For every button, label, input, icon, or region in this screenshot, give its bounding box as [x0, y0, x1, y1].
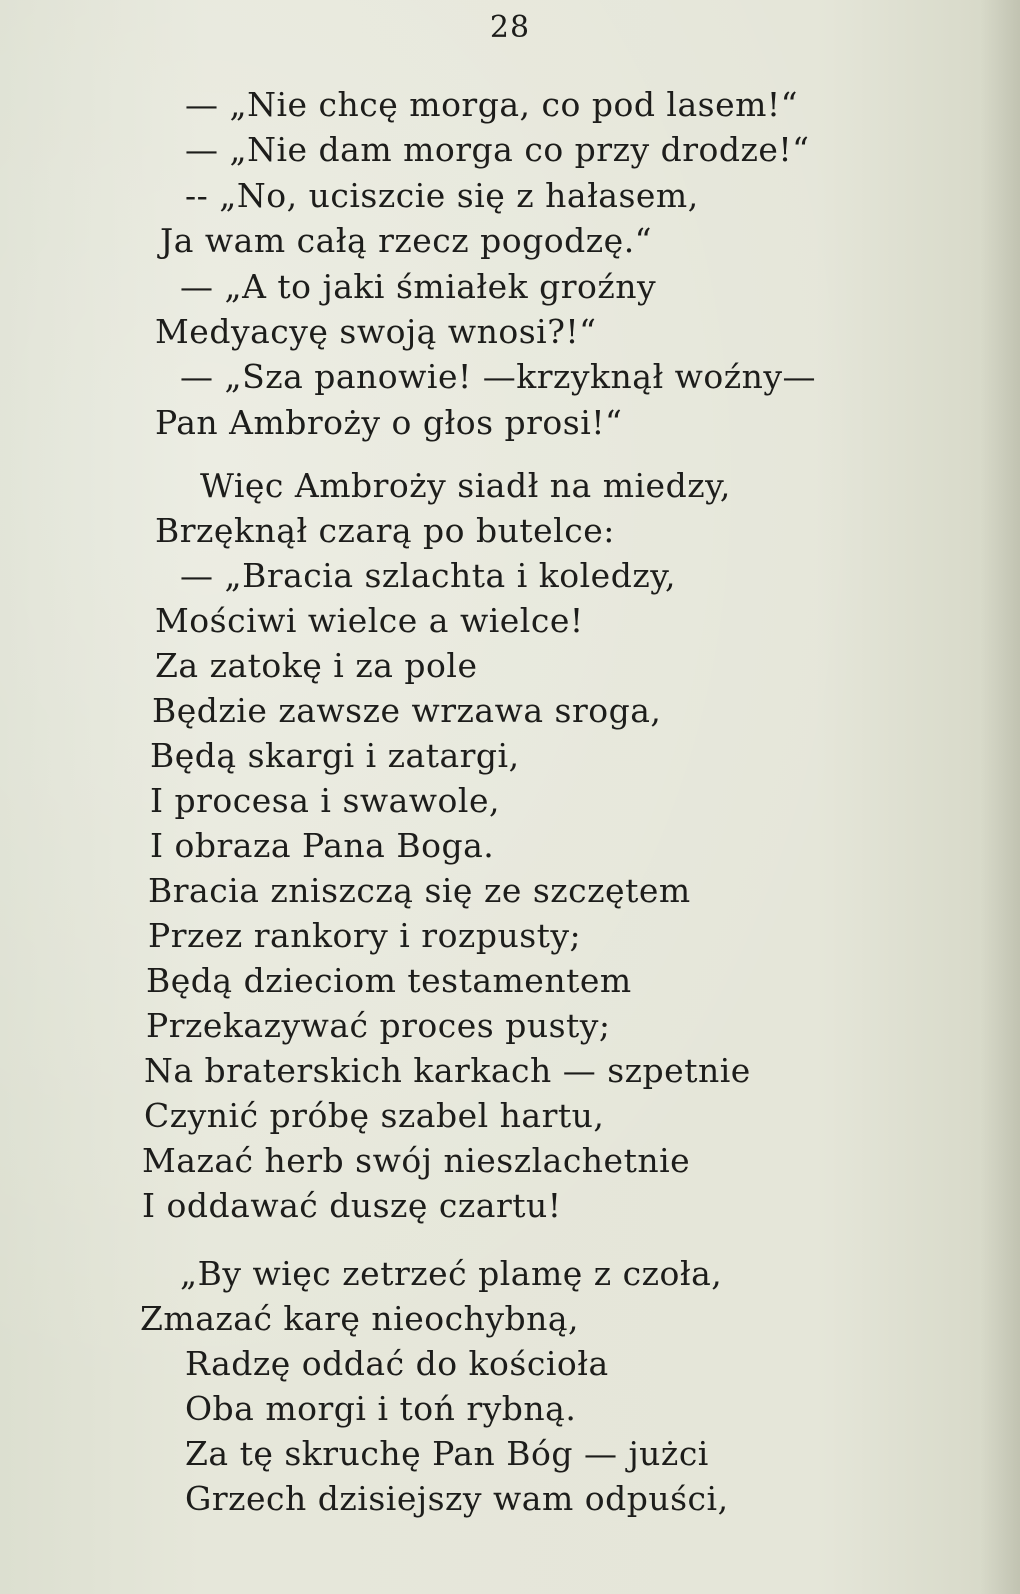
- poem-line: I oddawać duszę czartu!: [142, 1186, 562, 1225]
- poem-line: — „Nie chcę morga, co pod lasem!“: [185, 85, 799, 124]
- poem-line: Będą dzieciom testamentem: [146, 961, 632, 1000]
- page-number: 28: [489, 10, 531, 45]
- poem-line: — „A to jaki śmiałek groźny: [180, 267, 657, 306]
- poem-line: Za tę skruchę Pan Bóg — jużci: [185, 1434, 709, 1473]
- poem-line: Zmazać karę nieochybną,: [140, 1299, 580, 1338]
- poem-line: -- „No, uciszcie się z hałasem,: [185, 176, 699, 215]
- poem-line: Będzie zawsze wrzawa sroga,: [152, 691, 662, 730]
- poem-line: I procesa i swawole,: [150, 781, 500, 820]
- poem-line: Będą skargi i zatargi,: [150, 736, 520, 775]
- poem-line: Brzęknął czarą po butelce:: [155, 511, 615, 550]
- poem-line: Mościwi wielce a wielce!: [155, 601, 584, 640]
- poem-line: Oba morgi i toń rybną.: [185, 1389, 577, 1428]
- poem-line: Grzech dzisiejszy wam odpuści,: [185, 1479, 729, 1518]
- page-gutter-shadow: [980, 0, 1020, 1594]
- poem-line: Bracia zniszczą się ze szczętem: [148, 871, 691, 910]
- poem-line: Medyacyę swoją wnosi?!“: [155, 312, 597, 351]
- poem-line: — „Sza panowie! —krzyknął woźny—: [180, 357, 817, 396]
- poem-line: Więc Ambroży siadł na miedzy,: [200, 466, 731, 505]
- poem-line: I obraza Pana Boga.: [150, 826, 495, 865]
- poem-line: — „Bracia szlachta i koledzy,: [180, 556, 676, 595]
- poem-line: Przekazywać proces pusty;: [146, 1006, 611, 1045]
- poem-line: Pan Ambroży o głos prosi!“: [155, 403, 623, 442]
- poem-line: Za zatokę i za pole: [155, 646, 478, 685]
- poem-line: Na braterskich karkach — szpetnie: [144, 1051, 751, 1090]
- poem-line: — „Nie dam morga co przy drodze!“: [185, 130, 810, 169]
- poem-line: Przez rankory i rozpusty;: [148, 916, 582, 955]
- poem-line: Mazać herb swój nieszlachetnie: [142, 1141, 691, 1180]
- poem-line: Ja wam całą rzecz pogodzę.“: [160, 221, 653, 260]
- poem-line: Radzę oddać do kościoła: [185, 1344, 609, 1383]
- poem-line: Czynić próbę szabel hartu,: [144, 1096, 605, 1135]
- poem-line: „By więc zetrzeć plamę z czoła,: [180, 1254, 723, 1293]
